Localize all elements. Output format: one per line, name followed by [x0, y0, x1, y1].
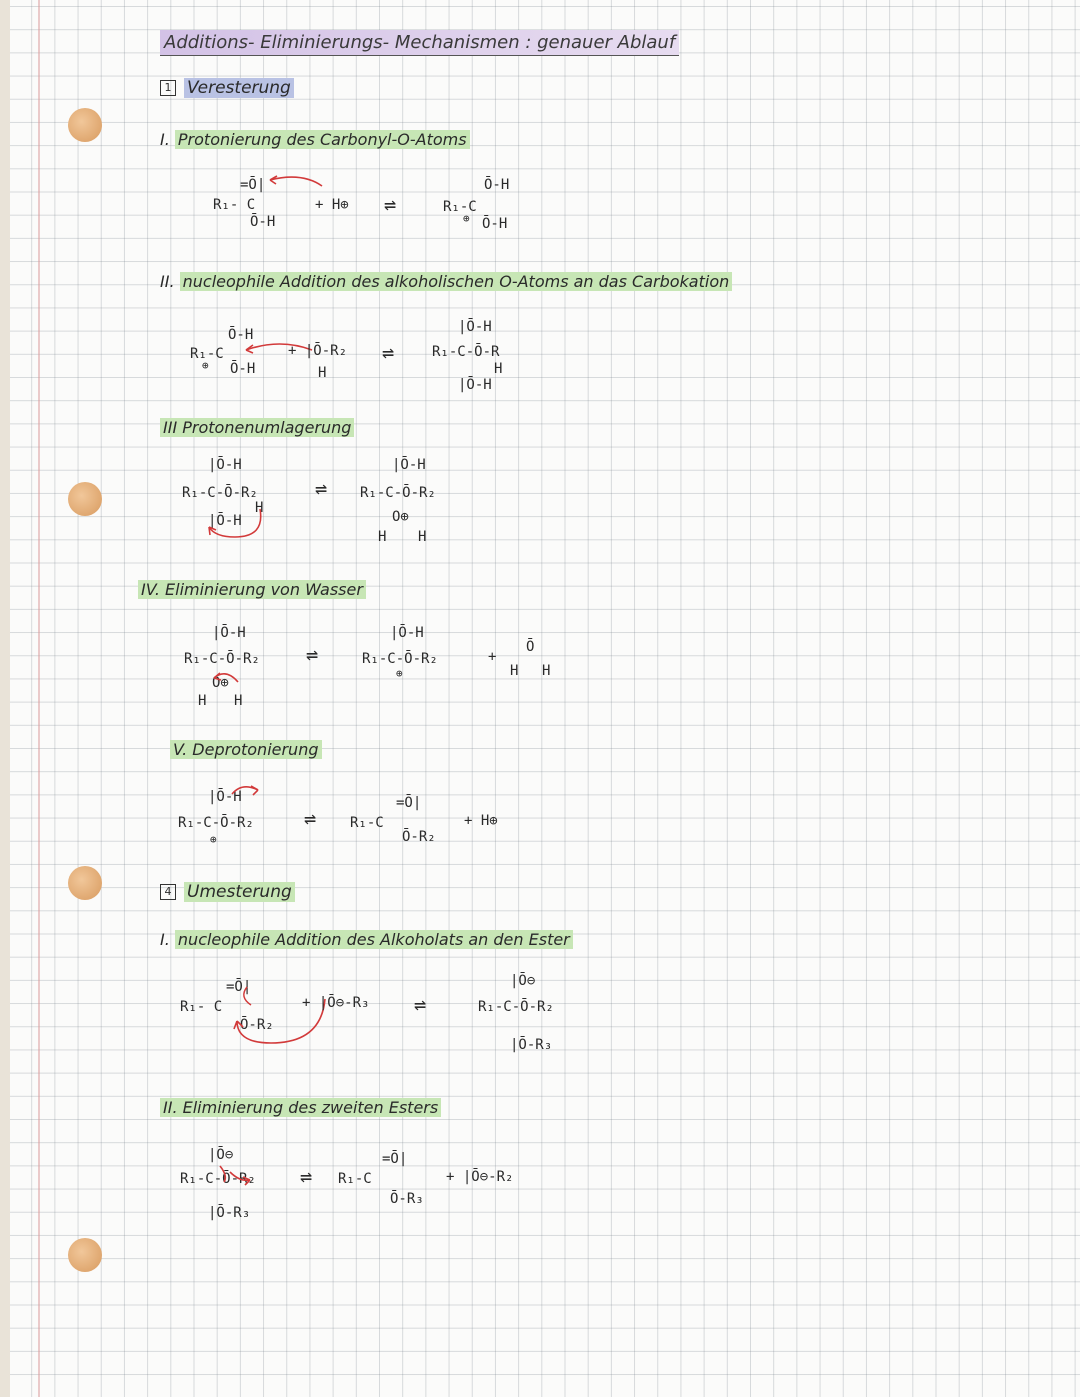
- formula: Ō-H: [482, 216, 508, 232]
- equilibrium-arrow: ⇌: [384, 192, 397, 216]
- formula: =Ō|: [382, 1151, 408, 1167]
- proton-shift-arrow: [205, 505, 270, 545]
- formula: R₁-C-Ō-R₂: [180, 1171, 256, 1187]
- step-heading: II. Eliminierung des zweiten Esters: [160, 1098, 441, 1117]
- formula: R₁-C: [443, 199, 477, 215]
- equilibrium-arrow: ⇌: [315, 476, 328, 500]
- formula: + H⊕: [464, 813, 498, 829]
- formula: =Ō|: [226, 979, 252, 995]
- formula: Ō-R₃: [390, 1191, 424, 1207]
- section-number: 1: [160, 80, 176, 96]
- formula: Ō-H: [230, 361, 256, 377]
- formula: =Ō|: [240, 177, 266, 193]
- section-heading-umesterung: [160, 882, 295, 902]
- section-number: 4: [160, 884, 176, 900]
- section-title: Veresterung: [184, 78, 294, 98]
- formula: R₁- C: [213, 197, 256, 213]
- electron-arrow: [228, 780, 268, 802]
- formula: |Ō-H: [458, 377, 492, 393]
- charge-mark: ⊕: [396, 667, 403, 680]
- formula: H: [378, 529, 387, 545]
- formula: |Ō-R₃: [208, 1205, 251, 1221]
- formula: R₁-C: [338, 1171, 372, 1187]
- formula: H: [494, 361, 503, 377]
- step-heading: I. Protonierung des Carbonyl-O-Atoms: [160, 130, 470, 149]
- equilibrium-arrow: ⇌: [306, 642, 319, 666]
- electron-arrow: [216, 1160, 256, 1190]
- formula: + |Ō-R₂: [288, 343, 348, 359]
- formula: H: [318, 365, 327, 381]
- formula: R₁-C-Ō-R: [432, 344, 500, 360]
- formula: Ō-R₂: [240, 1017, 274, 1033]
- punch-hole: [68, 482, 102, 516]
- formula: H: [198, 693, 207, 709]
- formula: |Ō-H: [208, 513, 242, 529]
- formula: H: [542, 663, 551, 679]
- formula: + |Ō⊖-R₃: [302, 995, 370, 1011]
- formula: Ō-H: [250, 214, 276, 230]
- formula: R₁-C-Ō-R₂: [478, 999, 554, 1015]
- formula: |Ō-H: [390, 625, 424, 641]
- formula: R₁-C: [350, 815, 384, 831]
- formula: =Ō|: [396, 795, 422, 811]
- formula: |Ō⊖: [208, 1147, 234, 1163]
- formula: |Ō-R₃: [510, 1037, 553, 1053]
- equilibrium-arrow: ⇌: [300, 1164, 313, 1188]
- step-heading: IV. Eliminierung von Wasser: [138, 580, 366, 599]
- step-heading: II. nucleophile Addition des alkoholischen O-Atoms an das Carbokation: [160, 272, 732, 291]
- charge-mark: ⊕: [210, 833, 217, 846]
- formula: H: [418, 529, 427, 545]
- equilibrium-arrow: ⇌: [382, 340, 395, 364]
- formula: + H⊕: [315, 197, 349, 213]
- page-title: Additions- Eliminierungs- Mechanismen : genauer Ablauf: [160, 30, 679, 56]
- formula: R₁-C-Ō-R₂: [178, 815, 254, 831]
- step-heading: III Protonenumlagerung: [160, 418, 354, 437]
- step-heading: I. nucleophile Addition des Alkoholats an den Ester: [160, 930, 573, 949]
- punch-hole: [68, 1238, 102, 1272]
- formula: O⊕: [392, 509, 409, 525]
- punch-hole: [68, 108, 102, 142]
- formula: Ō-H: [228, 327, 254, 343]
- formula: |Ō-H: [212, 625, 246, 641]
- formula: R₁- C: [180, 999, 223, 1015]
- formula: |Ō⊖: [510, 973, 536, 989]
- formula: R₁-C-Ō-R₂: [184, 651, 260, 667]
- charge-mark: ⊕: [202, 359, 209, 372]
- electron-arrow: [262, 172, 332, 192]
- formula: O⊕: [212, 675, 229, 691]
- equilibrium-arrow: ⇌: [414, 992, 427, 1016]
- formula: |Ō-H: [208, 457, 242, 473]
- formula: |Ō-H: [458, 319, 492, 335]
- formula: |Ō-H: [208, 789, 242, 805]
- section-title: Umesterung: [184, 882, 295, 902]
- formula: H: [510, 663, 519, 679]
- equilibrium-arrow: ⇌: [304, 806, 317, 830]
- formula: R₁-C-Ō-R₂: [362, 651, 438, 667]
- charge-mark: ⊕: [463, 212, 470, 225]
- formula: Ō-H: [484, 177, 510, 193]
- formula: + |Ō⊖-R₂: [446, 1169, 514, 1185]
- paper-edge: [0, 0, 10, 1397]
- section-heading-veresterung: [160, 78, 294, 98]
- formula: R₁-C-Ō-R₂: [182, 485, 258, 501]
- formula: R₁-C: [190, 346, 224, 362]
- formula: H: [234, 693, 243, 709]
- formula: +: [488, 649, 497, 665]
- punch-hole: [68, 866, 102, 900]
- step-heading: V. Deprotonierung: [170, 740, 322, 759]
- formula: Ō-R₂: [402, 829, 436, 845]
- formula: H: [255, 500, 264, 516]
- formula: |Ō-H: [392, 457, 426, 473]
- margin-line: [38, 0, 40, 1397]
- formula: Ō: [526, 639, 535, 655]
- electron-arrow: [208, 668, 248, 686]
- formula: R₁-C-Ō-R₂: [360, 485, 436, 501]
